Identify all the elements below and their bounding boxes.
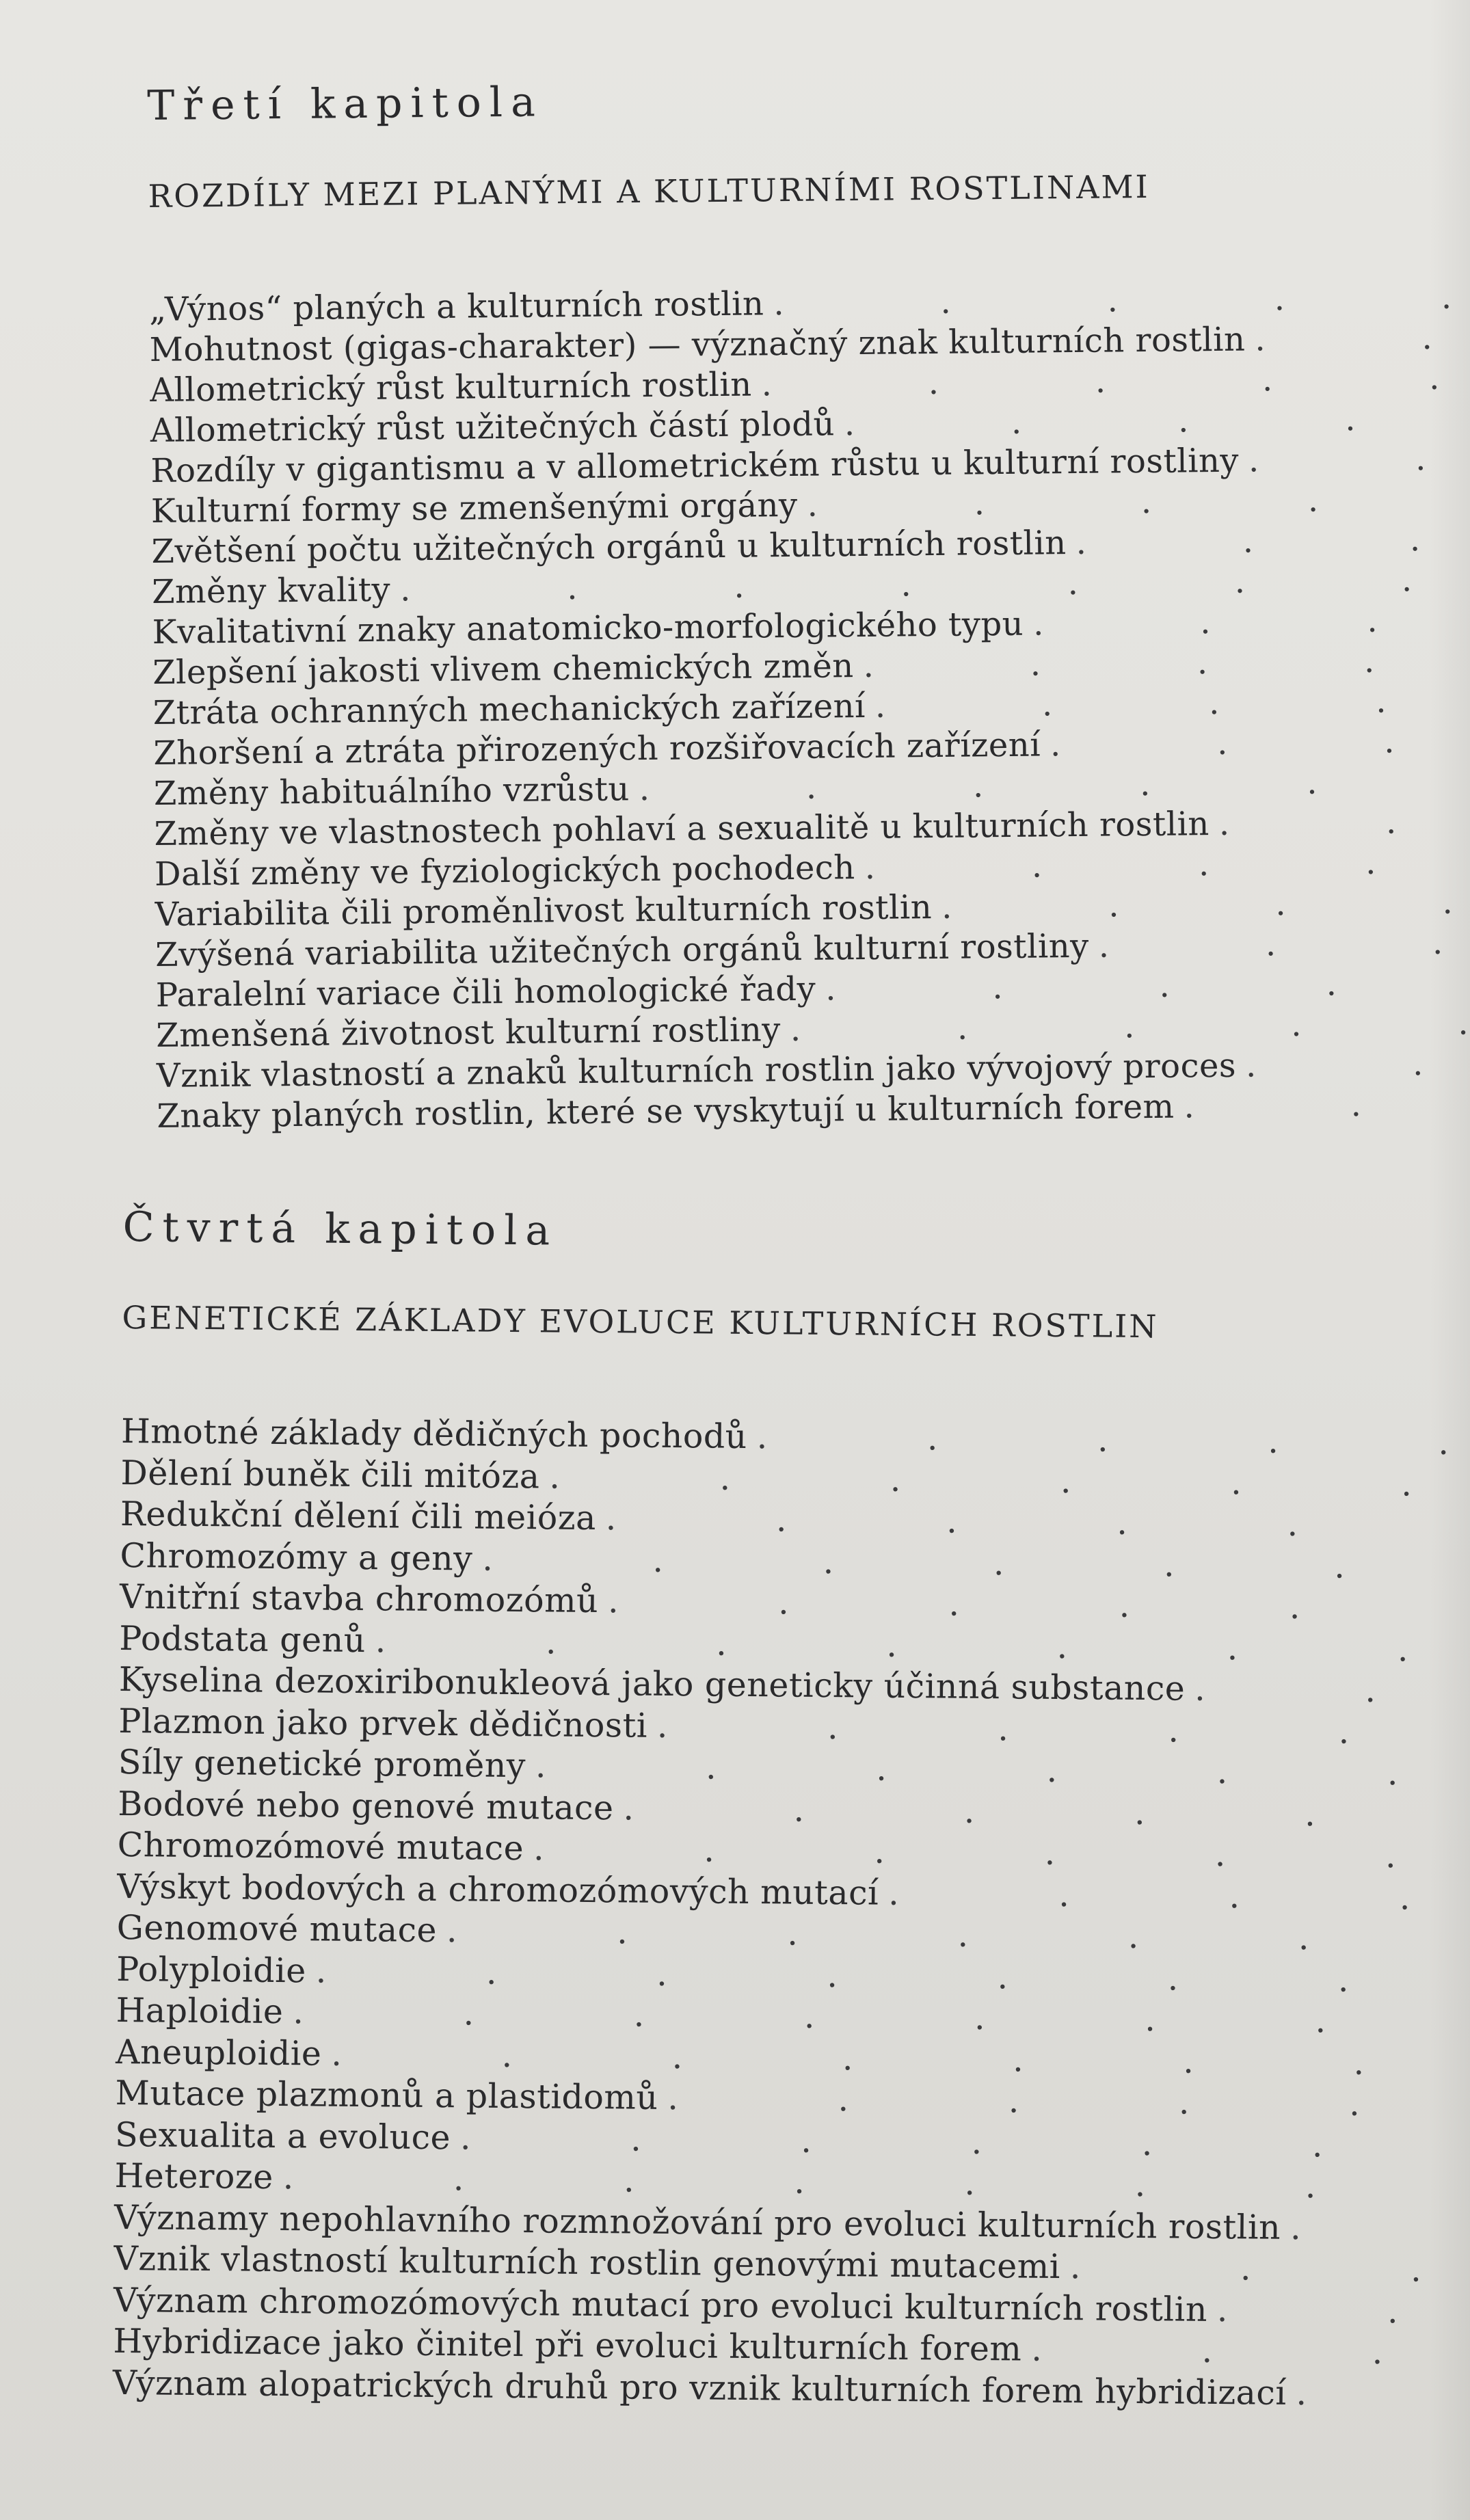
toc-item-text: Polyploidie bbox=[116, 1949, 307, 1990]
toc-item-text: Hybridizace jako činitel při evoluci kulturních forem bbox=[113, 2321, 1022, 2369]
toc-item-text: Chromozómy a geny bbox=[120, 1536, 473, 1578]
toc-item-text: Změny habituálního vzrůstu bbox=[153, 770, 630, 813]
toc-item-text: Význam chromozómových mutací pro evoluci kulturních rostlin bbox=[113, 2280, 1208, 2329]
leader-dots bbox=[608, 1581, 1453, 1629]
toc-item-text: Podstata genů bbox=[119, 1618, 366, 1660]
toc-item-text: „Výnos“ planých a kulturních rostlin bbox=[148, 284, 764, 329]
toc-item-text: Kyselina dezoxiribonukleová jako geneticky účinná substance bbox=[118, 1659, 1186, 1708]
leader-dots bbox=[1194, 1669, 1452, 1713]
leader-dots bbox=[667, 2078, 1449, 2126]
toc-item-text: Další změny ve fyziologických pochodech bbox=[154, 848, 855, 894]
leader-dots bbox=[757, 1417, 1455, 1464]
chapter-heading: Čtvrtá kapitola bbox=[122, 1203, 559, 1255]
toc-item-text: Vznik vlastností kulturních rostlin genovými mutacemi bbox=[113, 2238, 1061, 2287]
toc-item-text: Allometrický růst užitečných částí plodů bbox=[150, 405, 836, 450]
leader-dots bbox=[864, 842, 1470, 888]
toc-item-text: Dělení buněk čili mitóza bbox=[120, 1453, 540, 1496]
toc-item-text: Zhoršení a ztráta přirozených rozšiřovacích zařízení bbox=[153, 725, 1041, 773]
toc-item-text: Vznik vlastností a znaků kulturních rostlin jako vývojový proces bbox=[156, 1046, 1237, 1095]
leader-dots bbox=[761, 358, 1470, 405]
leader-dots bbox=[1070, 2247, 1447, 2291]
leader-dots bbox=[606, 1498, 1454, 1546]
toc-item-text: Aneuploidie bbox=[115, 2032, 322, 2074]
toc-list bbox=[113, 1411, 1455, 2415]
leader-dots bbox=[1290, 2207, 1447, 2250]
toc-item-text: Síly genetické proměny bbox=[118, 1742, 526, 1786]
toc-item-text: Zlepšení jakosti vlivem chemických změn bbox=[152, 647, 854, 692]
leader-dots bbox=[1075, 519, 1470, 563]
toc-item-text: Výskyt bodových a chromozómových mutací bbox=[117, 1866, 879, 1913]
leader-dots bbox=[1098, 922, 1470, 966]
toc-item-text: Znaky planých rostlin, které se vyskytují u kulturních forem bbox=[157, 1087, 1175, 1136]
toc-item-text: Redukční dělení čili meióza bbox=[120, 1494, 597, 1538]
toc-item-text: Paralelní variace čili homologické řady bbox=[155, 969, 816, 1015]
leader-dots bbox=[875, 680, 1470, 727]
toc-item-text: Význam alopatrických druhů pro vznik kulturních forem hybridizací bbox=[112, 2363, 1287, 2413]
leader-dots bbox=[790, 1003, 1470, 1050]
leader-dots bbox=[1255, 317, 1470, 360]
toc-item-text: Variabilita čili proměnlivost kulturních rostlin bbox=[155, 888, 933, 934]
toc-item-text: Vnitřní stavba chromozómů bbox=[119, 1577, 599, 1621]
leader-dots bbox=[623, 1788, 1451, 1836]
toc-item-text: Heteroze bbox=[114, 2156, 273, 2197]
toc-item-text: Významy nepohlavního rozmnožování pro evoluci kulturních rostlin bbox=[113, 2197, 1281, 2247]
toc-item-text: Genomové mutace bbox=[116, 1907, 438, 1951]
leader-dots bbox=[807, 479, 1470, 526]
toc-item-text: Chromozómové mutace bbox=[117, 1825, 524, 1868]
leader-dots bbox=[1050, 721, 1470, 765]
toc-item-text: Plazmon jako prvek dědičnosti bbox=[118, 1701, 648, 1745]
toc-item-text: Změny ve vlastnostech pohlaví a sexualitě u kulturních rostlin bbox=[154, 805, 1210, 853]
leader-dots bbox=[657, 1705, 1452, 1754]
leader-dots bbox=[1246, 1043, 1470, 1086]
toc-item-text: Mohutnost (gigas-charakter) — význačný znak kulturních rostlin bbox=[149, 320, 1246, 369]
toc-item-text: Zmenšená životnost kulturní rostliny bbox=[156, 1010, 781, 1055]
leader-dots bbox=[941, 882, 1470, 928]
leader-dots bbox=[1248, 438, 1470, 481]
leader-dots bbox=[1296, 2373, 1446, 2415]
chapter-title-text: GENETICKÉ ZÁKLADY EVOLUCE KULTURNÍCH ROSTLIN bbox=[122, 1298, 1159, 1345]
toc-item-text: Mutace plazmonů a plastidomů bbox=[115, 2073, 658, 2117]
toc-item-text: Haploidie bbox=[116, 1990, 284, 2032]
leader-dots bbox=[1217, 2290, 1447, 2333]
toc-item-text: Allometrický růst kulturních rostlin bbox=[150, 365, 752, 410]
toc-item-text: Ztráta ochranných mechanických zařízení bbox=[152, 686, 866, 732]
leader-dots bbox=[888, 1873, 1450, 1919]
leader-dots bbox=[825, 963, 1470, 1009]
chapter-title-text: ROZDÍLY MEZI PLANÝMI A KULTURNÍMI ROSTLINAMI bbox=[148, 167, 1150, 215]
toc-item-text: Zvýšená variabilita užitečných orgánů kulturní rostliny bbox=[155, 926, 1089, 974]
chapter-heading: Třetí kapitola bbox=[147, 78, 544, 130]
toc-item-text: Kvalitativní znaky anatomicko-morfologického typu bbox=[152, 604, 1024, 652]
leader-dots bbox=[1031, 2329, 1447, 2374]
toc-item-text: Hmotné základy dědičných pochodů bbox=[120, 1411, 748, 1456]
chapter-title bbox=[148, 165, 1470, 215]
leader-dots bbox=[863, 640, 1470, 686]
leader-dots bbox=[1184, 1084, 1470, 1127]
toc-item-text: Rozdíly v gigantismu a v allometrickém růstu u kulturní rostliny bbox=[150, 441, 1240, 490]
leader-dots bbox=[1219, 801, 1470, 844]
toc-item-text: Kulturní formy se zmenšenými orgány bbox=[150, 485, 798, 531]
chapter-4 bbox=[113, 1203, 1456, 2415]
leader-dots bbox=[844, 398, 1470, 444]
leader-dots bbox=[1033, 600, 1470, 644]
toc-list bbox=[149, 277, 1470, 1137]
chapter-3 bbox=[147, 69, 1470, 1137]
toc-item-text: Změny kvality bbox=[151, 570, 391, 611]
toc-item-text: Zvětšení počtu užitečných orgánů u kulturních rostlin bbox=[151, 524, 1067, 571]
toc-item-text: Sexualita a evoluce bbox=[114, 2115, 451, 2157]
leader-dots bbox=[773, 277, 1470, 324]
chapter-title bbox=[122, 1299, 1455, 1348]
toc-item-text: Bodové nebo genové mutace bbox=[118, 1784, 614, 1827]
